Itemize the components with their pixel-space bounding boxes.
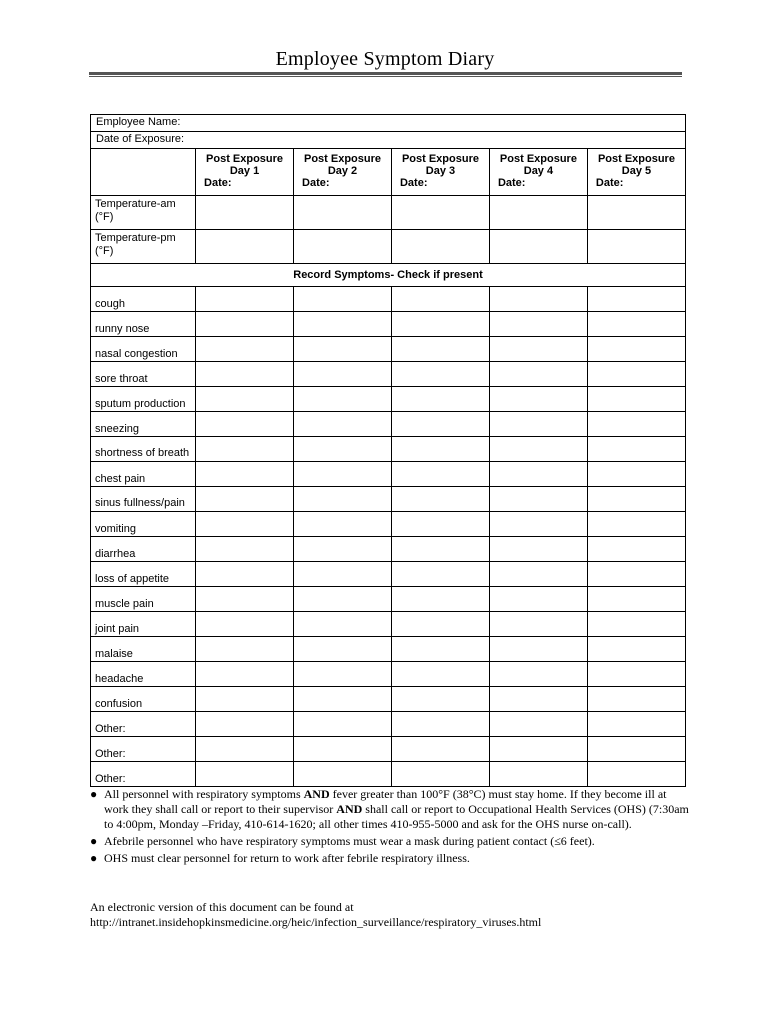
symptom-row [91, 462, 686, 487]
day-date-label[interactable]: Date: [595, 177, 624, 189]
day-date-label[interactable]: Date: [497, 177, 526, 189]
symptom-label: cough [91, 287, 196, 312]
symptom-check-cell[interactable] [294, 337, 392, 362]
symptom-label: vomiting [91, 512, 196, 537]
symptom-check-cell[interactable] [391, 412, 489, 437]
symptom-check-cell[interactable] [587, 337, 685, 362]
symptom-check-cell[interactable] [587, 512, 685, 537]
symptom-check-cell[interactable] [489, 462, 587, 487]
temperature-cell[interactable] [196, 196, 294, 230]
symptom-row [91, 512, 686, 537]
temperature-cell[interactable] [587, 196, 685, 230]
symptom-check-cell[interactable] [489, 762, 587, 787]
date-of-exposure-row [91, 132, 686, 149]
symptom-check-cell[interactable] [489, 562, 587, 587]
symptom-check-cell[interactable] [489, 362, 587, 387]
symptom-row [91, 412, 686, 437]
symptom-check-cell[interactable] [489, 312, 587, 337]
note-item [90, 834, 690, 849]
symptom-check-cell[interactable] [587, 687, 685, 712]
symptom-check-cell[interactable] [587, 612, 685, 637]
record-symptoms-heading: Record Symptoms- Check if present [91, 264, 686, 287]
symptom-check-cell[interactable] [489, 712, 587, 737]
symptom-check-cell[interactable] [391, 362, 489, 387]
symptom-check-cell[interactable] [196, 487, 294, 512]
symptom-row [91, 712, 686, 737]
symptom-label: malaise [91, 637, 196, 662]
symptom-row [91, 337, 686, 362]
symptom-check-cell[interactable] [196, 512, 294, 537]
symptom-row [91, 287, 686, 312]
date-of-exposure-label: Date of Exposure: [96, 133, 185, 145]
symptom-check-cell[interactable] [587, 737, 685, 762]
symptom-label: loss of appetite [91, 562, 196, 587]
symptom-check-cell[interactable] [391, 712, 489, 737]
symptom-check-cell[interactable] [196, 612, 294, 637]
symptom-check-cell[interactable] [294, 437, 392, 462]
symptom-row [91, 437, 686, 462]
employee-name-row [91, 115, 686, 132]
symptom-check-cell[interactable] [391, 387, 489, 412]
symptom-check-cell[interactable] [294, 737, 392, 762]
symptom-check-cell[interactable] [196, 712, 294, 737]
day-date-label[interactable]: Date: [399, 177, 428, 189]
header-blank-cell [91, 149, 196, 196]
employee-name-label: Employee Name: [96, 116, 181, 128]
symptom-check-cell[interactable] [196, 587, 294, 612]
note-text: Afebrile personnel who have respiratory symptoms must wear a mask during patient contact (≤6 feet). [104, 834, 595, 848]
instructions-notes [90, 787, 690, 868]
symptom-check-cell[interactable] [294, 362, 392, 387]
symptom-check-cell[interactable] [489, 537, 587, 562]
day-header-row [91, 149, 686, 196]
symptom-check-cell[interactable] [587, 662, 685, 687]
note-text: shall call or report to Occupational Health Services (OHS) (7:30am to 4:00pm, Monday –Friday, 410-614-1620; all other times 410-955-5000 and ask for the OHS nurse on-call). [104, 802, 689, 831]
symptom-check-cell[interactable] [391, 662, 489, 687]
temperature-cell[interactable] [489, 230, 587, 264]
symptom-label: muscle pain [91, 587, 196, 612]
symptom-check-cell[interactable] [587, 587, 685, 612]
symptom-check-cell[interactable] [489, 387, 587, 412]
symptom-check-cell[interactable] [489, 287, 587, 312]
symptom-row [91, 362, 686, 387]
temperature-am-row [91, 196, 686, 230]
symptom-check-cell[interactable] [587, 312, 685, 337]
symptom-check-cell[interactable] [196, 537, 294, 562]
symptom-check-cell[interactable] [294, 637, 392, 662]
symptom-check-cell[interactable] [391, 287, 489, 312]
symptom-check-cell[interactable] [391, 587, 489, 612]
symptom-label: nasal congestion [91, 337, 196, 362]
symptom-row [91, 562, 686, 587]
symptom-check-cell[interactable] [391, 687, 489, 712]
day-date-label[interactable]: Date: [204, 177, 232, 189]
employee-name-field[interactable] [91, 115, 686, 132]
day-header-line1: Post Exposure [401, 153, 479, 165]
symptom-label: Other: [91, 737, 196, 762]
day-header-3 [391, 149, 489, 196]
footer-text: An electronic version of this document can be found at [90, 900, 354, 914]
symptom-check-cell[interactable] [294, 412, 392, 437]
symptom-check-cell[interactable] [391, 487, 489, 512]
symptom-row [91, 737, 686, 762]
symptom-label: sore throat [91, 362, 196, 387]
symptom-check-cell[interactable] [196, 637, 294, 662]
symptom-label: sinus fullness/pain [91, 487, 196, 512]
symptom-check-cell[interactable] [294, 487, 392, 512]
symptom-check-cell[interactable] [489, 487, 587, 512]
symptom-row [91, 487, 686, 512]
note-emphasis: AND [303, 787, 330, 801]
day-header-line1: Post Exposure [597, 153, 675, 165]
symptom-check-cell[interactable] [294, 387, 392, 412]
symptom-check-cell[interactable] [294, 587, 392, 612]
temperature-cell[interactable] [294, 230, 392, 264]
record-symptoms-row [91, 264, 686, 287]
symptom-check-cell[interactable] [294, 762, 392, 787]
symptom-check-cell[interactable] [587, 437, 685, 462]
bullet-icon: ● [90, 834, 98, 848]
symptom-check-cell[interactable] [196, 287, 294, 312]
symptom-check-cell[interactable] [196, 662, 294, 687]
date-of-exposure-field[interactable] [91, 132, 686, 149]
symptom-check-cell[interactable] [391, 337, 489, 362]
symptom-check-cell[interactable] [489, 662, 587, 687]
symptom-check-cell[interactable] [391, 737, 489, 762]
temperature-am-label: Temperature-am (°F) [91, 196, 196, 230]
symptom-label: shortness of breath [91, 437, 196, 462]
day-header-line2: Day 1 [229, 165, 260, 177]
symptom-check-cell[interactable] [294, 562, 392, 587]
symptom-check-cell[interactable] [489, 637, 587, 662]
symptom-check-cell[interactable] [196, 362, 294, 387]
symptom-check-cell[interactable] [391, 537, 489, 562]
day-header-2 [294, 149, 392, 196]
symptom-row [91, 762, 686, 787]
symptom-check-cell[interactable] [489, 512, 587, 537]
symptom-check-cell[interactable] [294, 612, 392, 637]
bullet-icon: ● [90, 787, 98, 801]
symptom-row [91, 637, 686, 662]
symptom-check-cell[interactable] [391, 612, 489, 637]
day-header-line1: Post Exposure [499, 153, 577, 165]
symptom-check-cell[interactable] [489, 337, 587, 362]
symptom-check-cell[interactable] [489, 687, 587, 712]
day-header-line2: Day 5 [621, 165, 652, 177]
symptom-check-cell[interactable] [489, 412, 587, 437]
temperature-cell[interactable] [294, 196, 392, 230]
day-header-line1: Post Exposure [303, 153, 382, 165]
symptom-check-cell[interactable] [196, 412, 294, 437]
symptom-row [91, 537, 686, 562]
title-rule-thick [89, 72, 682, 75]
symptom-check-cell[interactable] [294, 662, 392, 687]
symptom-check-cell[interactable] [196, 737, 294, 762]
symptom-check-cell[interactable] [196, 762, 294, 787]
symptom-label: joint pain [91, 612, 196, 637]
note-item [90, 787, 690, 832]
symptom-row [91, 687, 686, 712]
symptom-label: headache [91, 662, 196, 687]
symptom-check-cell[interactable] [391, 512, 489, 537]
symptom-check-cell[interactable] [294, 512, 392, 537]
symptom-check-cell[interactable] [587, 537, 685, 562]
symptom-check-cell[interactable] [294, 712, 392, 737]
symptom-check-cell[interactable] [489, 587, 587, 612]
note-emphasis: AND [336, 802, 363, 816]
symptom-label: sputum production [91, 387, 196, 412]
symptom-check-cell[interactable] [391, 437, 489, 462]
note-item [90, 851, 690, 866]
symptom-label: Other: [91, 712, 196, 737]
symptom-check-cell[interactable] [587, 712, 685, 737]
temperature-cell[interactable] [391, 230, 489, 264]
symptom-check-cell[interactable] [294, 312, 392, 337]
symptom-check-cell[interactable] [391, 637, 489, 662]
symptom-check-cell[interactable] [391, 762, 489, 787]
symptom-check-cell[interactable] [196, 312, 294, 337]
symptom-check-cell[interactable] [587, 462, 685, 487]
temperature-cell[interactable] [391, 196, 489, 230]
symptom-check-cell[interactable] [587, 562, 685, 587]
symptom-check-cell[interactable] [294, 687, 392, 712]
symptom-check-cell[interactable] [196, 337, 294, 362]
bullet-icon: ● [90, 851, 98, 865]
temperature-pm-row [91, 230, 686, 264]
symptom-check-cell[interactable] [196, 462, 294, 487]
temperature-cell[interactable] [587, 230, 685, 264]
symptom-check-cell[interactable] [391, 562, 489, 587]
note-text: OHS must clear personnel for return to work after febrile respiratory illness. [104, 851, 470, 865]
day-header-line2: Day 4 [523, 165, 554, 177]
symptom-check-cell[interactable] [587, 362, 685, 387]
footer [90, 900, 710, 930]
day-header-line1: Post Exposure [206, 153, 284, 165]
symptom-check-cell[interactable] [196, 562, 294, 587]
symptom-check-cell[interactable] [587, 387, 685, 412]
symptom-row [91, 387, 686, 412]
temperature-cell[interactable] [196, 230, 294, 264]
symptom-label: confusion [91, 687, 196, 712]
symptom-row [91, 587, 686, 612]
symptom-row [91, 612, 686, 637]
temperature-pm-label: Temperature-pm (°F) [91, 230, 196, 264]
temperature-cell[interactable] [489, 196, 587, 230]
day-date-label[interactable]: Date: [302, 177, 330, 189]
symptom-label: chest pain [91, 462, 196, 487]
symptom-check-cell[interactable] [489, 612, 587, 637]
symptom-label: sneezing [91, 412, 196, 437]
symptom-check-cell[interactable] [294, 287, 392, 312]
day-header-line2: Day 3 [425, 165, 456, 177]
symptom-check-cell[interactable] [489, 737, 587, 762]
symptom-check-cell[interactable] [587, 637, 685, 662]
symptom-check-cell[interactable] [587, 287, 685, 312]
symptom-check-cell[interactable] [294, 462, 392, 487]
symptom-check-cell[interactable] [489, 437, 587, 462]
title-rule-thin [89, 76, 682, 77]
symptom-check-cell[interactable] [587, 487, 685, 512]
day-header-4 [489, 149, 587, 196]
day-header-1 [196, 149, 294, 196]
symptom-check-cell[interactable] [196, 687, 294, 712]
document-title: Employee Symptom Diary [275, 48, 495, 70]
day-header-5 [587, 149, 685, 196]
symptom-label: Other: [91, 762, 196, 787]
symptom-label: diarrhea [91, 537, 196, 562]
symptom-diary-table [90, 114, 686, 787]
symptom-check-cell[interactable] [587, 412, 685, 437]
symptom-check-cell[interactable] [294, 537, 392, 562]
symptom-check-cell[interactable] [196, 387, 294, 412]
symptom-check-cell[interactable] [391, 462, 489, 487]
symptom-row [91, 312, 686, 337]
footer-url[interactable]: http://intranet.insidehopkinsmedicine.org/heic/infection_surveillance/respiratory_viruses.html [90, 915, 542, 929]
symptom-check-cell[interactable] [587, 762, 685, 787]
symptom-check-cell[interactable] [391, 312, 489, 337]
note-text: All personnel with respiratory symptoms [104, 787, 304, 801]
symptom-label: runny nose [91, 312, 196, 337]
note-text: fever greater than 100°F (38°C) must stay home. If they become ill at work they shall call or report to their supervisor [104, 787, 667, 816]
symptom-row [91, 662, 686, 687]
symptom-check-cell[interactable] [196, 437, 294, 462]
day-header-line2: Day 2 [327, 165, 358, 177]
